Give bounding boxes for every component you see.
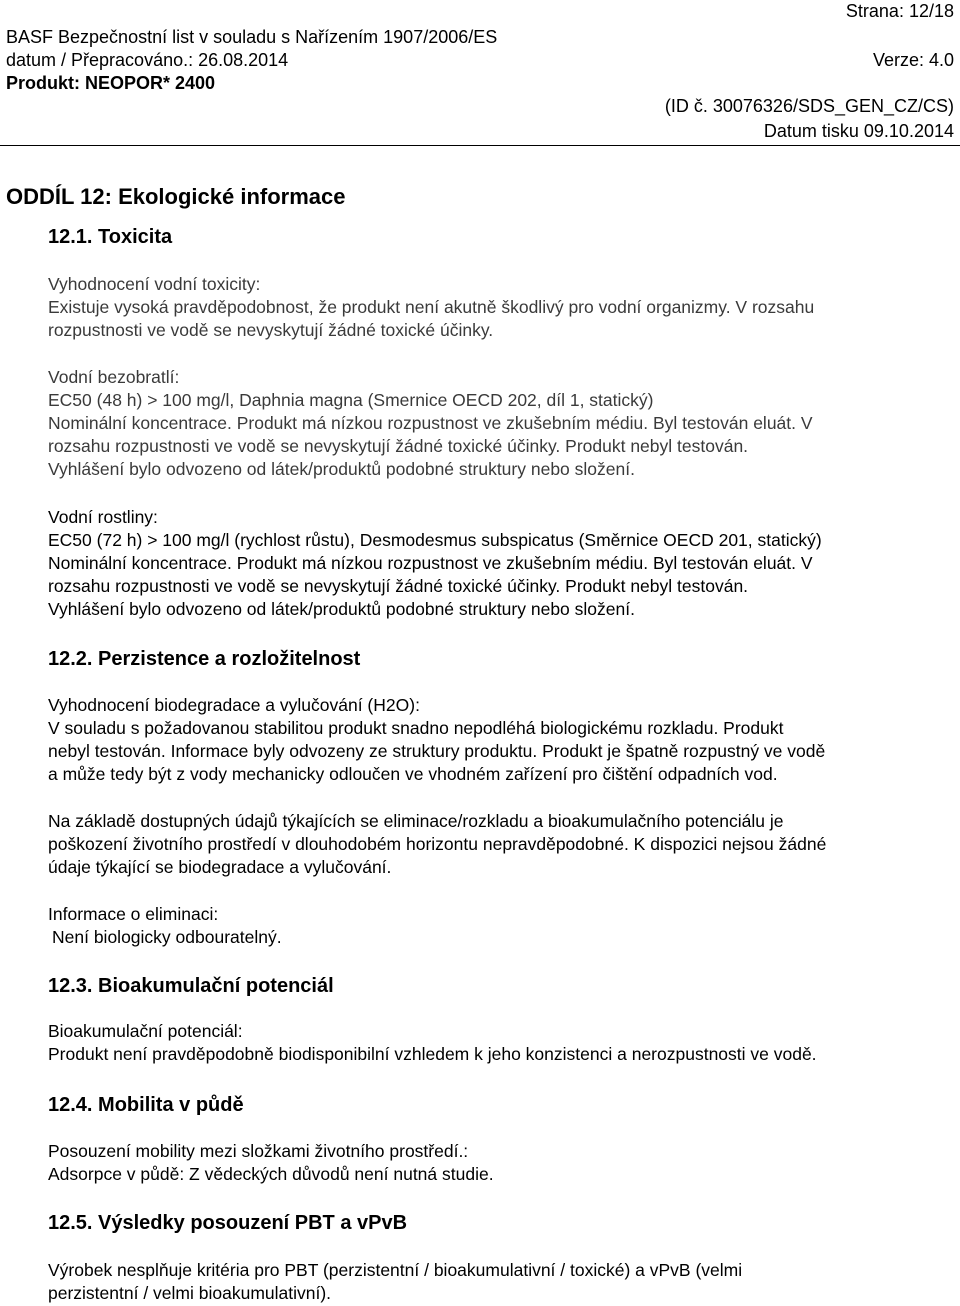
elimination-info-label: Informace o eliminaci: <box>48 904 219 924</box>
aquatic-toxicity-line: rozpustnosti ve vodě se nevyskytují žádné toxické účinky. <box>48 320 494 340</box>
soil-mobility-text: Adsorpce v půdě: Z vědeckých důvodů není nutná studie. <box>48 1164 494 1184</box>
pbt-assessment-line: Výrobek nesplňuje kritéria pro PBT (perzistentní / bioakumulativní / toxické) a vPvB (velmi <box>48 1260 743 1280</box>
biodegradation-label: Vyhodnocení biodegradace a vylučování (H2O): <box>48 695 420 715</box>
elimination-info-text: Není biologicky odbouratelný. <box>52 927 282 947</box>
subsection-title-12-2: 12.2. Perzistence a rozložitelnost <box>48 648 361 670</box>
elimination-assessment-line: údaje týkající se biodegradace a vylučování. <box>48 857 392 877</box>
invertebrates-line: rozsahu rozpustnosti ve vodě se nevyskytují žádné toxické účinky. Produkt nebyl testován. <box>48 436 749 456</box>
invertebrates-label: Vodní bezobratlí: <box>48 367 180 387</box>
page-number: Strana: 12/18 <box>845 1 954 21</box>
aquatic-plants-line: rozsahu rozpustnosti ve vodě se nevyskytují žádné toxické účinky. Produkt nebyl testován. <box>48 576 749 596</box>
sds-regulation-line: BASF Bezpečnostní list v souladu s Nařízením 1907/2006/ES <box>6 27 498 47</box>
aquatic-toxicity-label: Vyhodnocení vodní toxicity: <box>48 274 261 294</box>
invertebrates-line: EC50 (48 h) > 100 mg/l, Daphnia magna (Smernice OECD 202, díl 1, statický) <box>48 390 654 410</box>
subsection-title-12-3: 12.3. Bioakumulační potenciál <box>48 975 334 997</box>
bioaccumulation-text: Produkt není pravděpodobně biodisponibilní vzhledem k jeho konzistenci a nerozpustnosti ve vodě. <box>48 1044 817 1064</box>
subsection-title-12-5: 12.5. Výsledky posouzení PBT a vPvB <box>48 1212 408 1234</box>
section-title: ODDÍL 12: Ekologické informace <box>6 184 346 209</box>
document-id: (ID č. 30076326/SDS_GEN_CZ/CS) <box>664 96 954 116</box>
subsection-title-12-4: 12.4. Mobilita v půdě <box>48 1094 244 1116</box>
elimination-assessment-line: poškození životního prostředí v dlouhodobém horizontu nepravděpodobné. K dispozici nejsou žádné <box>48 834 827 854</box>
aquatic-toxicity-line: Existuje vysoká pravděpodobnost, že produkt není akutně škodlivý pro vodní organizmy. V rozsahu <box>48 297 815 317</box>
invertebrates-line: Vyhlášení bylo odvozeno od látek/produktů podobné struktury nebo složení. <box>48 459 635 479</box>
revision-date: datum / Přepracováno.: 26.08.2014 <box>6 50 289 70</box>
pbt-assessment-line: perzistentní / velmi bioakumulativní). <box>48 1283 332 1303</box>
product-name: Produkt: NEOPOR* 2400 <box>6 73 216 93</box>
biodegradation-line: V souladu s požadovanou stabilitou produkt snadno nepodléhá biologickému rozkladu. Produkt <box>48 718 784 738</box>
invertebrates-line: Nominální koncentrace. Produkt má nízkou rozpustnost ve zkušebním médiu. Byl testován eluát. V <box>48 413 813 433</box>
version: Verze: 4.0 <box>872 50 954 70</box>
soil-mobility-label: Posouzení mobility mezi složkami životního prostředí.: <box>48 1141 469 1161</box>
biodegradation-line: nebyl testován. Informace byly odvozeny ze struktury produktu. Produkt je špatně rozpustný ve vodě <box>48 741 826 761</box>
aquatic-plants-label: Vodní rostliny: <box>48 507 158 527</box>
bioaccumulation-label: Bioakumulační potenciál: <box>48 1021 243 1041</box>
subsection-title-12-1: 12.1. Toxicita <box>48 226 173 248</box>
biodegradation-line: a může tedy být z vody mechanicky odloučen ve vhodném zařízení pro čištění odpadních vod. <box>48 764 778 784</box>
aquatic-plants-line: EC50 (72 h) > 100 mg/l (rychlost růstu), Desmodesmus subspicatus (Směrnice OECD 201, statický) <box>48 530 822 550</box>
aquatic-plants-line: Vyhlášení bylo odvozeno od látek/produktů podobné struktury nebo složení. <box>48 599 635 619</box>
elimination-assessment-line: Na základě dostupných údajů týkajících se eliminace/rozkladu a bioakumulačního potenciálu je <box>48 811 784 831</box>
print-date: Datum tisku 09.10.2014 <box>763 121 954 141</box>
aquatic-plants-line: Nominální koncentrace. Produkt má nízkou rozpustnost ve zkušebním médiu. Byl testován eluát. V <box>48 553 813 573</box>
header-divider <box>0 145 960 146</box>
